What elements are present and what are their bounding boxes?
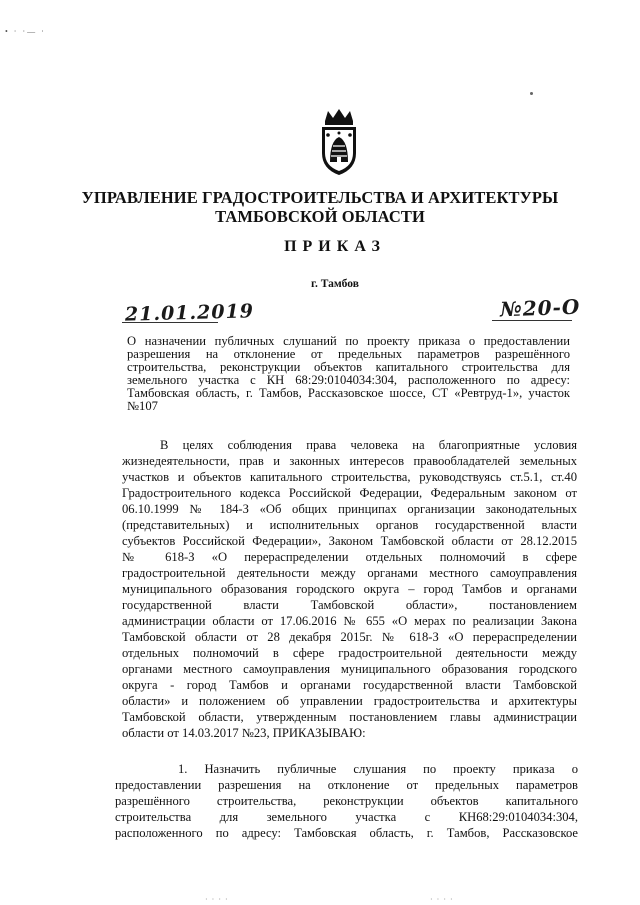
body-line: муниципального образования городского округа – город Тамбов и органами [122, 582, 577, 596]
item-line: 1. Назначить публичные слушания по проекту приказа о [178, 762, 578, 776]
item-line: строительства для земельного участка с КН68:29:0104034:304, [115, 810, 578, 824]
body-line: 06.10.1999 № 184-З «Об общих принципах организации законодательных [122, 502, 577, 516]
body-line: органами местного самоуправления муниципального образования городского [122, 662, 577, 676]
subject-line: О назначении публичных слушаний по проекту приказа о предоставлении [127, 334, 570, 348]
organization-line: ТАМБОВСКОЙ ОБЛАСТИ [215, 207, 425, 226]
body-line: субъектов Российской Федерации», Законом Тамбовской области от 28.12.2015 [122, 534, 577, 548]
body-line: участков и объектов капитального строительства, руководствуясь ст.5.1, ст.40 [122, 470, 577, 484]
scan-artifact: · · · · [205, 895, 229, 904]
document-date: 21.01.2019 [124, 300, 255, 326]
body-line: округа - город Тамбов и органами государственной власти Тамбовской [122, 678, 577, 692]
document-number: №20-О [499, 294, 581, 322]
body-line: отдельных полномочий в сфере градостроительной деятельности между [122, 646, 577, 660]
body-line: В целях соблюдения права человека на благоприятные условия [160, 438, 577, 452]
body-line: Градостроительного кодекса Российской Федерации, Федеральным законом от [122, 486, 577, 500]
subject-line: разрешения на отклонение от предельных параметров разрешённого [127, 347, 570, 361]
body-line: государственной власти Тамбовской области», постановлением [122, 598, 577, 612]
organization-title [0, 188, 640, 226]
item-line: предоставлении разрешения на отклонение от предельных параметров [115, 778, 578, 792]
date-underline [122, 322, 218, 323]
subject-line: строительства, реконструкции объектов капитального строительства для [127, 360, 570, 374]
body-line: области от 14.03.2017 №23, ПРИКАЗЫВАЮ: [122, 726, 366, 740]
coat-of-arms-icon [316, 107, 362, 177]
body-line: № 618-З «О перераспределении отдельных полномочий в сфере [122, 550, 577, 564]
body-line: Тамбовской области от 28 декабря 2015г. № 618-З «О перераспределении [122, 630, 577, 644]
item-line: расположенного по адресу: Тамбовская область, г. Тамбов, Рассказовское [115, 826, 578, 840]
organization-line: УПРАВЛЕНИЕ ГРАДОСТРОИТЕЛЬСТВА И АРХИТЕКТУРЫ [81, 188, 559, 207]
scan-artifact [530, 92, 533, 95]
document-city: г. Тамбов [311, 278, 359, 290]
body-line: градостроительной деятельности между органами местного самоуправления [122, 566, 577, 580]
body-line: области» и положением об управлении градостроительства и архитектуры [122, 694, 577, 708]
document-type: ПРИКАЗ [284, 238, 386, 255]
subject-line: №107 [127, 399, 158, 413]
scan-artifact: · · · · [430, 895, 454, 904]
body-line: (представительных) и исполнительных органов государственной власти [122, 518, 577, 532]
body-line: администрации области от 17.06.2016 № 655 «О мерах по реализации Закона [122, 614, 577, 628]
body-line: жизнедеятельности, прав и законных интересов правообладателей земельных [122, 454, 577, 468]
body-line: Тамбовской области, утвержденным постановлением главы администрации [122, 710, 577, 724]
scan-artifact: • · ·— · [5, 27, 46, 36]
item-line: разрешённого строительства, реконструкции объектов капитального [115, 794, 578, 808]
subject-line: земельного участка с КН 68:29:0104034:304, расположенного по адресу: [127, 373, 570, 387]
subject-line: Тамбовская область, г. Тамбов, Рассказовское шоссе, СТ «Ревтруд-1», участок [127, 386, 570, 400]
number-underline [492, 320, 572, 321]
